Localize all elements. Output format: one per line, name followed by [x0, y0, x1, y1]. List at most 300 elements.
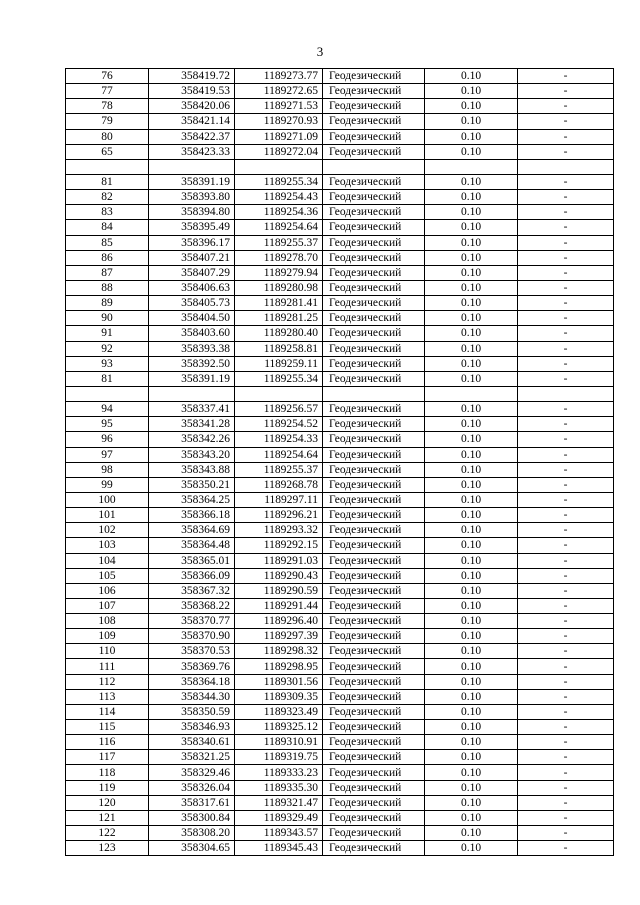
empty-cell — [149, 159, 235, 174]
x-coordinate-cell: 358419.72 — [149, 69, 235, 84]
method-cell: Геодезический — [323, 810, 425, 825]
point-number-cell: 116 — [66, 735, 149, 750]
note-cell: - — [518, 810, 614, 825]
accuracy-cell: 0.10 — [425, 750, 518, 765]
table-row — [66, 780, 614, 795]
method-cell: Геодезический — [323, 841, 425, 856]
x-coordinate-cell: 358422.37 — [149, 129, 235, 144]
note-cell: - — [518, 492, 614, 507]
note-cell: - — [518, 356, 614, 371]
point-number-cell: 98 — [66, 462, 149, 477]
accuracy-cell: 0.10 — [425, 129, 518, 144]
point-number-cell: 106 — [66, 583, 149, 598]
y-coordinate-cell: 1189254.64 — [235, 447, 323, 462]
note-cell: - — [518, 311, 614, 326]
x-coordinate-cell: 358364.69 — [149, 523, 235, 538]
x-coordinate-cell: 358346.93 — [149, 720, 235, 735]
x-coordinate-cell: 358300.84 — [149, 810, 235, 825]
point-number-cell: 105 — [66, 568, 149, 583]
note-cell: - — [518, 129, 614, 144]
y-coordinate-cell: 1189296.40 — [235, 614, 323, 629]
accuracy-cell: 0.10 — [425, 795, 518, 810]
y-coordinate-cell: 1189301.56 — [235, 674, 323, 689]
y-coordinate-cell: 1189319.75 — [235, 750, 323, 765]
accuracy-cell: 0.10 — [425, 69, 518, 84]
note-cell: - — [518, 144, 614, 159]
method-cell: Геодезический — [323, 462, 425, 477]
x-coordinate-cell: 358370.77 — [149, 614, 235, 629]
point-number-cell: 78 — [66, 99, 149, 114]
point-number-cell: 108 — [66, 614, 149, 629]
table-row — [66, 508, 614, 523]
point-number-cell: 81 — [66, 174, 149, 189]
note-cell: - — [518, 614, 614, 629]
x-coordinate-cell: 358423.33 — [149, 144, 235, 159]
table-row — [66, 462, 614, 477]
table-row — [66, 735, 614, 750]
point-number-cell: 101 — [66, 508, 149, 523]
point-number-cell: 113 — [66, 689, 149, 704]
point-number-cell: 100 — [66, 492, 149, 507]
y-coordinate-cell: 1189281.25 — [235, 311, 323, 326]
accuracy-cell: 0.10 — [425, 114, 518, 129]
y-coordinate-cell: 1189329.49 — [235, 810, 323, 825]
y-coordinate-cell: 1189333.23 — [235, 765, 323, 780]
y-coordinate-cell: 1189254.43 — [235, 190, 323, 205]
table-row — [66, 296, 614, 311]
table-row — [66, 235, 614, 250]
note-cell: - — [518, 326, 614, 341]
point-number-cell: 65 — [66, 144, 149, 159]
x-coordinate-cell: 358364.48 — [149, 538, 235, 553]
method-cell: Геодезический — [323, 689, 425, 704]
table-row — [66, 84, 614, 99]
y-coordinate-cell: 1189255.37 — [235, 235, 323, 250]
table-row — [66, 417, 614, 432]
x-coordinate-cell: 358340.61 — [149, 735, 235, 750]
note-cell: - — [518, 629, 614, 644]
method-cell: Геодезический — [323, 205, 425, 220]
point-number-cell: 102 — [66, 523, 149, 538]
x-coordinate-cell: 358341.28 — [149, 417, 235, 432]
method-cell: Геодезический — [323, 704, 425, 719]
table-row — [66, 538, 614, 553]
point-number-cell: 117 — [66, 750, 149, 765]
x-coordinate-cell: 358366.09 — [149, 568, 235, 583]
x-coordinate-cell: 358344.30 — [149, 689, 235, 704]
note-cell: - — [518, 371, 614, 386]
y-coordinate-cell: 1189280.98 — [235, 280, 323, 295]
note-cell: - — [518, 508, 614, 523]
x-coordinate-cell: 358369.76 — [149, 659, 235, 674]
accuracy-cell: 0.10 — [425, 614, 518, 629]
note-cell: - — [518, 341, 614, 356]
y-coordinate-cell: 1189298.32 — [235, 644, 323, 659]
y-coordinate-cell: 1189297.39 — [235, 629, 323, 644]
method-cell: Геодезический — [323, 720, 425, 735]
point-number-cell: 93 — [66, 356, 149, 371]
table-row — [66, 826, 614, 841]
note-cell: - — [518, 462, 614, 477]
table-row — [66, 477, 614, 492]
method-cell: Геодезический — [323, 69, 425, 84]
table-row — [66, 629, 614, 644]
method-cell: Геодезический — [323, 220, 425, 235]
point-number-cell: 90 — [66, 311, 149, 326]
x-coordinate-cell: 358326.04 — [149, 780, 235, 795]
note-cell: - — [518, 69, 614, 84]
note-cell: - — [518, 280, 614, 295]
empty-cell — [149, 386, 235, 401]
table-row — [66, 250, 614, 265]
note-cell: - — [518, 84, 614, 99]
accuracy-cell: 0.10 — [425, 780, 518, 795]
x-coordinate-cell: 358405.73 — [149, 296, 235, 311]
table-row — [66, 568, 614, 583]
note-cell: - — [518, 826, 614, 841]
note-cell: - — [518, 402, 614, 417]
method-cell: Геодезический — [323, 99, 425, 114]
point-number-cell: 123 — [66, 841, 149, 856]
point-number-cell: 115 — [66, 720, 149, 735]
method-cell: Геодезический — [323, 250, 425, 265]
x-coordinate-cell: 358419.53 — [149, 84, 235, 99]
y-coordinate-cell: 1189325.12 — [235, 720, 323, 735]
note-cell: - — [518, 765, 614, 780]
method-cell: Геодезический — [323, 265, 425, 280]
point-number-cell: 119 — [66, 780, 149, 795]
accuracy-cell: 0.10 — [425, 220, 518, 235]
table-row — [66, 614, 614, 629]
page-number: 3 — [316, 44, 324, 59]
accuracy-cell: 0.10 — [425, 280, 518, 295]
point-number-cell: 122 — [66, 826, 149, 841]
accuracy-cell: 0.10 — [425, 508, 518, 523]
accuracy-cell: 0.10 — [425, 447, 518, 462]
point-number-cell: 112 — [66, 674, 149, 689]
x-coordinate-cell: 358394.80 — [149, 205, 235, 220]
x-coordinate-cell: 358329.46 — [149, 765, 235, 780]
note-cell: - — [518, 674, 614, 689]
y-coordinate-cell: 1189268.78 — [235, 477, 323, 492]
table-row — [66, 841, 614, 856]
note-cell: - — [518, 735, 614, 750]
method-cell: Геодезический — [323, 568, 425, 583]
accuracy-cell: 0.10 — [425, 841, 518, 856]
point-number-cell: 82 — [66, 190, 149, 205]
method-cell: Геодезический — [323, 129, 425, 144]
accuracy-cell: 0.10 — [425, 674, 518, 689]
point-number-cell: 120 — [66, 795, 149, 810]
x-coordinate-cell: 358395.49 — [149, 220, 235, 235]
note-cell: - — [518, 841, 614, 856]
method-cell: Геодезический — [323, 296, 425, 311]
x-coordinate-cell: 358391.19 — [149, 371, 235, 386]
y-coordinate-cell: 1189255.37 — [235, 462, 323, 477]
point-number-cell: 95 — [66, 417, 149, 432]
method-cell: Геодезический — [323, 402, 425, 417]
table-row — [66, 402, 614, 417]
y-coordinate-cell: 1189345.43 — [235, 841, 323, 856]
note-cell: - — [518, 720, 614, 735]
note-cell: - — [518, 114, 614, 129]
note-cell: - — [518, 780, 614, 795]
note-cell: - — [518, 659, 614, 674]
method-cell: Геодезический — [323, 659, 425, 674]
point-number-cell: 109 — [66, 629, 149, 644]
y-coordinate-cell: 1189255.34 — [235, 174, 323, 189]
x-coordinate-cell: 358342.26 — [149, 432, 235, 447]
y-coordinate-cell: 1189290.43 — [235, 568, 323, 583]
x-coordinate-cell: 358404.50 — [149, 311, 235, 326]
note-cell: - — [518, 583, 614, 598]
method-cell: Геодезический — [323, 174, 425, 189]
note-cell: - — [518, 689, 614, 704]
method-cell: Геодезический — [323, 644, 425, 659]
accuracy-cell: 0.10 — [425, 810, 518, 825]
x-coordinate-cell: 358370.53 — [149, 644, 235, 659]
empty-cell — [66, 386, 149, 401]
accuracy-cell: 0.10 — [425, 735, 518, 750]
accuracy-cell: 0.10 — [425, 371, 518, 386]
accuracy-cell: 0.10 — [425, 689, 518, 704]
table-row — [66, 644, 614, 659]
note-cell: - — [518, 174, 614, 189]
x-coordinate-cell: 358364.18 — [149, 674, 235, 689]
method-cell: Геодезический — [323, 432, 425, 447]
y-coordinate-cell: 1189254.36 — [235, 205, 323, 220]
y-coordinate-cell: 1189292.15 — [235, 538, 323, 553]
empty-cell — [425, 159, 518, 174]
x-coordinate-cell: 358392.50 — [149, 356, 235, 371]
point-number-cell: 97 — [66, 447, 149, 462]
point-number-cell: 92 — [66, 341, 149, 356]
y-coordinate-cell: 1189296.21 — [235, 508, 323, 523]
group-separator-row — [66, 386, 614, 401]
y-coordinate-cell: 1189271.09 — [235, 129, 323, 144]
table-row — [66, 598, 614, 613]
table-row — [66, 265, 614, 280]
accuracy-cell: 0.10 — [425, 235, 518, 250]
accuracy-cell: 0.10 — [425, 568, 518, 583]
note-cell: - — [518, 538, 614, 553]
point-number-cell: 103 — [66, 538, 149, 553]
point-number-cell: 83 — [66, 205, 149, 220]
method-cell: Геодезический — [323, 114, 425, 129]
y-coordinate-cell: 1189290.59 — [235, 583, 323, 598]
y-coordinate-cell: 1189272.04 — [235, 144, 323, 159]
accuracy-cell: 0.10 — [425, 826, 518, 841]
note-cell: - — [518, 704, 614, 719]
group-separator-row — [66, 159, 614, 174]
accuracy-cell: 0.10 — [425, 629, 518, 644]
table-row — [66, 523, 614, 538]
y-coordinate-cell: 1189298.95 — [235, 659, 323, 674]
accuracy-cell: 0.10 — [425, 553, 518, 568]
table-row — [66, 174, 614, 189]
accuracy-cell: 0.10 — [425, 99, 518, 114]
accuracy-cell: 0.10 — [425, 174, 518, 189]
point-number-cell: 84 — [66, 220, 149, 235]
x-coordinate-cell: 358366.18 — [149, 508, 235, 523]
table-row — [66, 205, 614, 220]
method-cell: Геодезический — [323, 326, 425, 341]
y-coordinate-cell: 1189255.34 — [235, 371, 323, 386]
accuracy-cell: 0.10 — [425, 417, 518, 432]
x-coordinate-cell: 358393.38 — [149, 341, 235, 356]
y-coordinate-cell: 1189254.33 — [235, 432, 323, 447]
note-cell: - — [518, 523, 614, 538]
method-cell: Геодезический — [323, 765, 425, 780]
table-row — [66, 432, 614, 447]
point-number-cell: 87 — [66, 265, 149, 280]
accuracy-cell: 0.10 — [425, 190, 518, 205]
note-cell: - — [518, 190, 614, 205]
empty-cell — [518, 159, 614, 174]
table-row — [66, 704, 614, 719]
accuracy-cell: 0.10 — [425, 296, 518, 311]
x-coordinate-cell: 358407.21 — [149, 250, 235, 265]
method-cell: Геодезический — [323, 371, 425, 386]
point-number-cell: 89 — [66, 296, 149, 311]
empty-cell — [425, 386, 518, 401]
table-row — [66, 129, 614, 144]
note-cell: - — [518, 432, 614, 447]
point-number-cell: 104 — [66, 553, 149, 568]
note-cell: - — [518, 250, 614, 265]
method-cell: Геодезический — [323, 553, 425, 568]
x-coordinate-cell: 358420.06 — [149, 99, 235, 114]
method-cell: Геодезический — [323, 795, 425, 810]
method-cell: Геодезический — [323, 477, 425, 492]
note-cell: - — [518, 99, 614, 114]
y-coordinate-cell: 1189291.03 — [235, 553, 323, 568]
method-cell: Геодезический — [323, 84, 425, 99]
method-cell: Геодезический — [323, 235, 425, 250]
empty-cell — [518, 386, 614, 401]
x-coordinate-cell: 358393.80 — [149, 190, 235, 205]
table-row — [66, 720, 614, 735]
y-coordinate-cell: 1189258.81 — [235, 341, 323, 356]
method-cell: Геодезический — [323, 674, 425, 689]
x-coordinate-cell: 358396.17 — [149, 235, 235, 250]
x-coordinate-cell: 358350.21 — [149, 477, 235, 492]
y-coordinate-cell: 1189293.32 — [235, 523, 323, 538]
accuracy-cell: 0.10 — [425, 250, 518, 265]
y-coordinate-cell: 1189272.65 — [235, 84, 323, 99]
empty-cell — [66, 159, 149, 174]
x-coordinate-cell: 358317.61 — [149, 795, 235, 810]
y-coordinate-cell: 1189279.94 — [235, 265, 323, 280]
accuracy-cell: 0.10 — [425, 326, 518, 341]
y-coordinate-cell: 1189321.47 — [235, 795, 323, 810]
table-row — [66, 750, 614, 765]
accuracy-cell: 0.10 — [425, 205, 518, 220]
note-cell: - — [518, 220, 614, 235]
method-cell: Геодезический — [323, 735, 425, 750]
y-coordinate-cell: 1189323.49 — [235, 704, 323, 719]
accuracy-cell: 0.10 — [425, 583, 518, 598]
y-coordinate-cell: 1189310.91 — [235, 735, 323, 750]
method-cell: Геодезический — [323, 280, 425, 295]
accuracy-cell: 0.10 — [425, 84, 518, 99]
y-coordinate-cell: 1189273.77 — [235, 69, 323, 84]
note-cell: - — [518, 477, 614, 492]
point-number-cell: 85 — [66, 235, 149, 250]
point-number-cell: 94 — [66, 402, 149, 417]
accuracy-cell: 0.10 — [425, 477, 518, 492]
coordinates-table-body — [66, 69, 614, 856]
method-cell: Геодезический — [323, 508, 425, 523]
table-row — [66, 114, 614, 129]
x-coordinate-cell: 358364.25 — [149, 492, 235, 507]
point-number-cell: 111 — [66, 659, 149, 674]
table-row — [66, 220, 614, 235]
method-cell: Геодезический — [323, 356, 425, 371]
table-row — [66, 583, 614, 598]
accuracy-cell: 0.10 — [425, 402, 518, 417]
y-coordinate-cell: 1189343.57 — [235, 826, 323, 841]
accuracy-cell: 0.10 — [425, 311, 518, 326]
table-row — [66, 553, 614, 568]
point-number-cell: 86 — [66, 250, 149, 265]
point-number-cell: 99 — [66, 477, 149, 492]
accuracy-cell: 0.10 — [425, 538, 518, 553]
note-cell: - — [518, 417, 614, 432]
y-coordinate-cell: 1189254.52 — [235, 417, 323, 432]
table-row — [66, 765, 614, 780]
table-row — [66, 659, 614, 674]
table-row — [66, 795, 614, 810]
table-row — [66, 144, 614, 159]
coordinates-table — [65, 68, 614, 856]
note-cell: - — [518, 265, 614, 280]
point-number-cell: 77 — [66, 84, 149, 99]
note-cell: - — [518, 598, 614, 613]
x-coordinate-cell: 358391.19 — [149, 174, 235, 189]
point-number-cell: 81 — [66, 371, 149, 386]
note-cell: - — [518, 750, 614, 765]
x-coordinate-cell: 358421.14 — [149, 114, 235, 129]
x-coordinate-cell: 358308.20 — [149, 826, 235, 841]
method-cell: Геодезический — [323, 583, 425, 598]
table-row — [66, 326, 614, 341]
method-cell: Геодезический — [323, 598, 425, 613]
accuracy-cell: 0.10 — [425, 265, 518, 280]
method-cell: Геодезический — [323, 144, 425, 159]
table-row — [66, 311, 614, 326]
accuracy-cell: 0.10 — [425, 144, 518, 159]
point-number-cell: 114 — [66, 704, 149, 719]
method-cell: Геодезический — [323, 523, 425, 538]
method-cell: Геодезический — [323, 447, 425, 462]
x-coordinate-cell: 358304.65 — [149, 841, 235, 856]
table-row — [66, 280, 614, 295]
empty-cell — [323, 159, 425, 174]
x-coordinate-cell: 358407.29 — [149, 265, 235, 280]
table-row — [66, 341, 614, 356]
x-coordinate-cell: 358365.01 — [149, 553, 235, 568]
y-coordinate-cell: 1189297.11 — [235, 492, 323, 507]
x-coordinate-cell: 358368.22 — [149, 598, 235, 613]
method-cell: Геодезический — [323, 311, 425, 326]
y-coordinate-cell: 1189309.35 — [235, 689, 323, 704]
point-number-cell: 91 — [66, 326, 149, 341]
point-number-cell: 118 — [66, 765, 149, 780]
note-cell: - — [518, 568, 614, 583]
x-coordinate-cell: 358403.60 — [149, 326, 235, 341]
point-number-cell: 76 — [66, 69, 149, 84]
